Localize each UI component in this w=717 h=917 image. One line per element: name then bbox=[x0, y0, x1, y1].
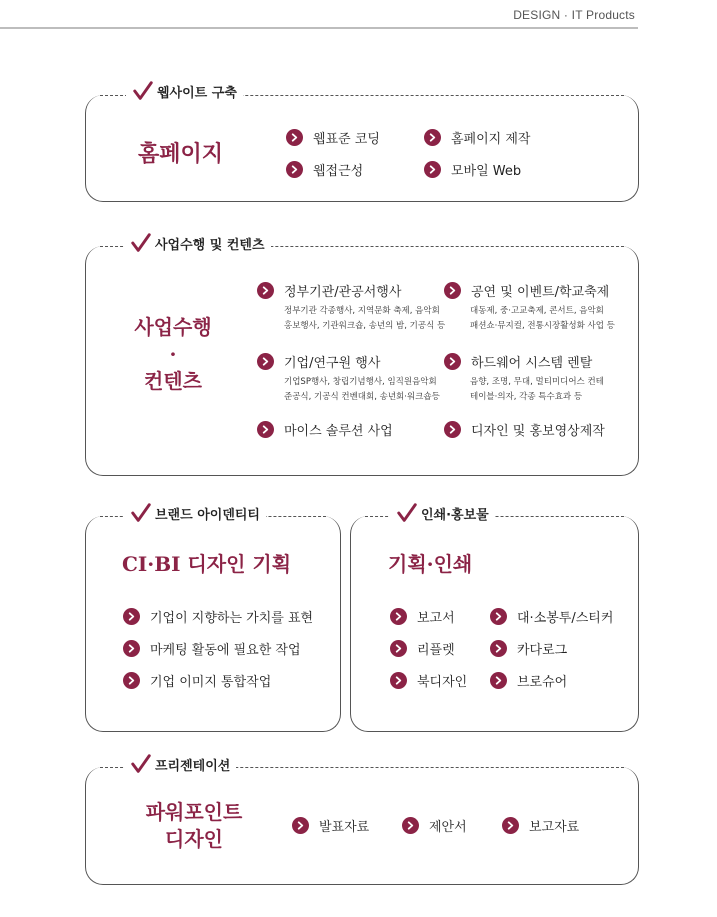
chevron-right-icon bbox=[286, 161, 303, 178]
chevron-right-icon bbox=[424, 161, 441, 178]
business-item-2-desc: 대동제, 중·고교축제, 콘서트, 음악회 패션쇼·뮤지컬, 전통시장활성화 사업 등 bbox=[470, 306, 615, 331]
presentation-heading-line2: 디자인 bbox=[165, 827, 223, 851]
chevron-right-icon bbox=[257, 282, 274, 299]
presentation-item-1: 발표자료 bbox=[292, 816, 369, 835]
presentation-item-2: 제안서 bbox=[402, 816, 467, 835]
chevron-right-icon bbox=[286, 129, 303, 146]
chevron-right-icon bbox=[490, 672, 507, 689]
checkmark-icon bbox=[130, 502, 152, 524]
print-item-3: 리플렛 bbox=[390, 639, 455, 658]
chevron-right-icon bbox=[123, 608, 140, 625]
web-item-4: 모바일 Web bbox=[424, 160, 521, 179]
chevron-right-icon bbox=[502, 817, 519, 834]
business-item-6: 디자인 및 홍보영상제작 bbox=[444, 420, 605, 439]
business-item-3: 기업/연구원 행사 bbox=[257, 352, 380, 371]
header-title: DESIGN · IT Products bbox=[513, 8, 635, 22]
web-item-1: 웹표준 코딩 bbox=[286, 128, 380, 147]
chevron-right-icon bbox=[390, 672, 407, 689]
print-item-1: 보고서 bbox=[390, 607, 455, 626]
presentation-heading-line1: 파워포인트 bbox=[145, 800, 243, 824]
header-divider bbox=[0, 27, 638, 29]
presentation-heading bbox=[134, 799, 254, 853]
chevron-right-icon bbox=[390, 608, 407, 625]
business-item-3-desc: 기업SP행사, 창립기념행사, 임직원음악회 준공식, 기공식 컨벤대회, 송년회·워크숍등 bbox=[284, 377, 440, 402]
checkmark-icon bbox=[132, 80, 154, 102]
web-item-2: 홈페이지 제작 bbox=[424, 128, 530, 147]
chevron-right-icon bbox=[490, 608, 507, 625]
business-item-4-desc: 음향, 조명, 무대, 멀티미디어스 컨테 테이블·의자, 각종 특수효과 등 bbox=[470, 377, 604, 402]
chevron-right-icon bbox=[444, 353, 461, 370]
business-heading-line2: 컨텐츠 bbox=[144, 369, 202, 393]
chevron-right-icon bbox=[424, 129, 441, 146]
chevron-right-icon bbox=[257, 353, 274, 370]
business-heading-line1: 사업수행 bbox=[134, 315, 212, 339]
chevron-right-icon bbox=[123, 672, 140, 689]
business-item-1-desc: 정부기관 각종행사, 지역문화 축제, 음악회 홍보행사, 기관워크숍, 송년의 밤, 기공식 등 bbox=[284, 306, 446, 331]
print-heading: 기획·인쇄 bbox=[388, 552, 473, 576]
brand-item-1: 기업이 지향하는 가치를 표현 bbox=[123, 607, 313, 626]
page-header bbox=[0, 0, 717, 30]
business-heading-dot: · bbox=[169, 342, 177, 366]
brand-item-2: 마케팅 활동에 필요한 작업 bbox=[123, 639, 301, 658]
brand-item-3: 기업 이미지 통합작업 bbox=[123, 671, 271, 690]
chevron-right-icon bbox=[390, 640, 407, 657]
chevron-right-icon bbox=[444, 421, 461, 438]
business-item-2: 공연 및 이벤트/학교축제 bbox=[444, 281, 609, 300]
print-item-2: 대·소봉투/스티커 bbox=[490, 607, 613, 626]
presentation-item-3: 보고자료 bbox=[502, 816, 579, 835]
chevron-right-icon bbox=[257, 421, 274, 438]
print-item-4: 카다로그 bbox=[490, 639, 567, 658]
brand-section-title: 브랜드 아이덴티티 bbox=[124, 502, 266, 524]
checkmark-icon bbox=[396, 502, 418, 524]
business-item-5: 마이스 솔루션 사업 bbox=[257, 420, 393, 439]
print-item-5: 북디자인 bbox=[390, 671, 467, 690]
checkmark-icon bbox=[130, 753, 152, 775]
web-item-3: 웹접근성 bbox=[286, 160, 363, 179]
chevron-right-icon bbox=[292, 817, 309, 834]
web-section-title: 웹사이트 구축 bbox=[126, 80, 243, 102]
business-section-title: 사업수행 및 컨텐츠 bbox=[124, 232, 271, 254]
print-item-6: 브로슈어 bbox=[490, 671, 567, 690]
chevron-right-icon bbox=[123, 640, 140, 657]
web-heading: 홈페이지 bbox=[138, 141, 224, 167]
business-heading bbox=[128, 314, 218, 395]
brand-heading: CI·BI 디자인 기획 bbox=[122, 552, 292, 576]
print-section-title: 인쇄·홍보물 bbox=[390, 502, 495, 524]
business-item-1: 정부기관/관공서행사 bbox=[257, 281, 401, 300]
checkmark-icon bbox=[130, 232, 152, 254]
chevron-right-icon bbox=[402, 817, 419, 834]
presentation-section-title: 프리젠테이션 bbox=[124, 753, 236, 775]
chevron-right-icon bbox=[444, 282, 461, 299]
chevron-right-icon bbox=[490, 640, 507, 657]
business-item-4: 하드웨어 시스템 렌탈 bbox=[444, 352, 592, 371]
